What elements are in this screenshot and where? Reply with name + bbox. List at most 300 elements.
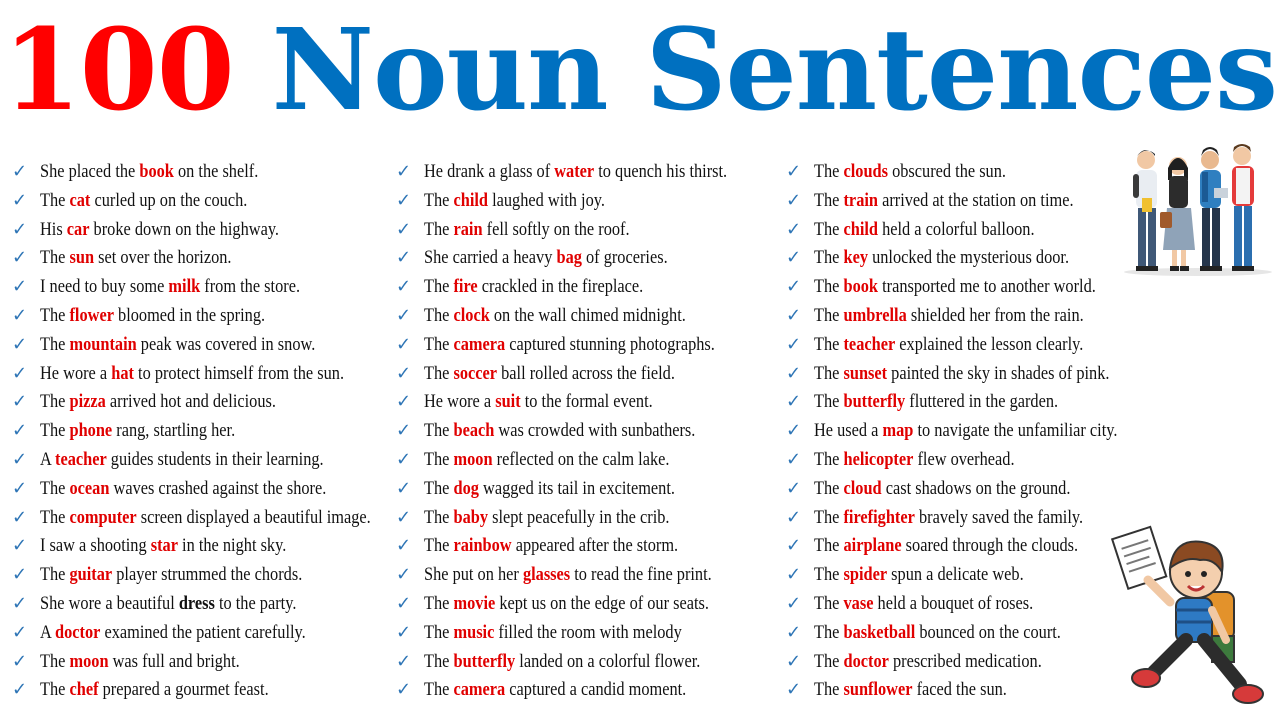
sentence-item xyxy=(12,302,392,331)
sentence-suffix: was full and bright. xyxy=(108,650,240,672)
noun-keyword: flower xyxy=(69,304,114,326)
sentence-prefix: She put on her xyxy=(424,564,523,586)
sentence-prefix: The xyxy=(424,621,454,643)
sentence-item xyxy=(786,388,1146,417)
sentence-item xyxy=(396,216,768,245)
check-icon: ✓ xyxy=(12,391,28,413)
sentence-suffix: peak was covered in snow. xyxy=(136,333,316,355)
sentence-item xyxy=(12,446,392,475)
sentence-prefix: The xyxy=(424,592,454,614)
sentence-text xyxy=(814,676,1007,705)
noun-keyword: teacher xyxy=(54,448,107,470)
noun-keyword: map xyxy=(882,420,914,442)
sentence-suffix: to navigate the unfamiliar city. xyxy=(913,420,1118,442)
noun-keyword: bag xyxy=(556,247,582,269)
sentence-prefix: The xyxy=(814,650,844,672)
sentence-prefix: The xyxy=(814,362,844,384)
sentence-prefix: The xyxy=(424,448,454,470)
sentence-prefix: The xyxy=(40,564,70,586)
sentence-prefix: The xyxy=(814,679,844,701)
sentence-text xyxy=(814,504,1083,533)
noun-keyword: key xyxy=(843,247,869,269)
noun-keyword: ocean xyxy=(69,477,110,499)
sentence-item xyxy=(12,676,392,705)
sentence-prefix: The xyxy=(40,506,70,528)
check-icon: ✓ xyxy=(786,564,802,586)
sentence-text xyxy=(814,187,1074,216)
noun-keyword: music xyxy=(453,621,495,643)
sentence-suffix: to quench his thirst. xyxy=(594,161,728,182)
check-icon: ✓ xyxy=(396,679,412,701)
sentence-item xyxy=(12,216,392,245)
sentence-item xyxy=(396,388,768,417)
sentence-text xyxy=(424,619,682,648)
noun-keyword: cloud xyxy=(843,477,882,499)
sentence-prefix: The xyxy=(424,420,454,442)
sentence-suffix: crackled in the fireplace. xyxy=(477,276,644,298)
check-icon: ✓ xyxy=(786,189,802,211)
sentence-item xyxy=(396,417,768,446)
sentence-suffix: rang, startling her. xyxy=(112,420,236,442)
sentence-prefix: The xyxy=(814,304,844,326)
sentence-prefix: I saw a shooting xyxy=(40,535,151,557)
sentence-item xyxy=(12,532,392,561)
sentence-prefix: The xyxy=(814,448,844,470)
sentence-text xyxy=(814,532,1078,561)
sentence-suffix: shielded her from the rain. xyxy=(906,304,1084,326)
check-icon: ✓ xyxy=(396,161,412,182)
sentence-text xyxy=(40,532,286,561)
sentence-item xyxy=(12,417,392,446)
check-icon: ✓ xyxy=(396,362,412,384)
sentence-suffix: to protect himself from the sun. xyxy=(133,362,345,384)
check-icon: ✓ xyxy=(786,621,802,643)
sentence-suffix: held a colorful balloon. xyxy=(878,218,1035,240)
sentence-item xyxy=(396,273,768,302)
sentence-text xyxy=(40,590,296,619)
sentence-prefix: The xyxy=(814,333,844,355)
sentence-item xyxy=(12,561,392,590)
noun-keyword: cat xyxy=(69,189,91,211)
noun-keyword: train xyxy=(843,189,878,211)
check-icon: ✓ xyxy=(396,650,412,672)
sentence-text xyxy=(814,648,1042,677)
sentence-suffix: held a bouquet of roses. xyxy=(873,592,1034,614)
sentence-text xyxy=(424,360,675,389)
noun-keyword: suit xyxy=(495,391,521,413)
sentence-text xyxy=(424,244,668,273)
sentence-prefix: The xyxy=(814,506,844,528)
check-icon: ✓ xyxy=(12,506,28,528)
noun-keyword: baby xyxy=(453,506,489,528)
sentence-prefix: A xyxy=(40,448,55,470)
sentence-suffix: was crowded with sunbathers. xyxy=(494,420,696,442)
check-icon: ✓ xyxy=(12,535,28,557)
noun-keyword: butterfly xyxy=(453,650,516,672)
sentence-text xyxy=(424,158,727,187)
sentence-text xyxy=(424,532,678,561)
title-number: 100 xyxy=(2,5,234,136)
sentence-prefix: The xyxy=(814,247,844,269)
sentence-suffix: appeared after the storm. xyxy=(511,535,679,557)
sentence-prefix: A xyxy=(40,621,55,643)
noun-keyword: hat xyxy=(111,362,134,384)
sentence-item xyxy=(786,504,1146,533)
sentence-prefix: The xyxy=(424,679,454,701)
check-icon: ✓ xyxy=(396,391,412,413)
sentence-text xyxy=(814,216,1035,245)
sentence-item xyxy=(12,475,392,504)
check-icon: ✓ xyxy=(396,247,412,269)
sentence-suffix: laughed with joy. xyxy=(488,189,605,211)
sentence-suffix: bounced on the court. xyxy=(915,621,1061,643)
check-icon: ✓ xyxy=(12,218,28,240)
sentence-item xyxy=(12,244,392,273)
sentence-suffix: fell softly on the roof. xyxy=(482,218,630,240)
sentence-prefix: He wore a xyxy=(424,391,496,413)
sentence-text xyxy=(814,417,1117,446)
check-icon: ✓ xyxy=(12,650,28,672)
sentence-prefix: The xyxy=(40,304,70,326)
sentence-prefix: His xyxy=(40,218,67,240)
noun-keyword: moon xyxy=(453,448,493,470)
sentence-item xyxy=(396,561,768,590)
sentence-text xyxy=(424,475,675,504)
sentence-text xyxy=(40,648,240,677)
sentence-item xyxy=(786,244,1146,273)
noun-keyword: umbrella xyxy=(843,304,907,326)
students-group-illustration xyxy=(1118,138,1278,278)
sentence-item xyxy=(396,331,768,360)
sentence-suffix: on the shelf. xyxy=(173,161,259,182)
sentence-suffix: on the wall chimed midnight. xyxy=(489,304,686,326)
noun-keyword: sunset xyxy=(843,362,888,384)
sentence-suffix: fluttered in the garden. xyxy=(905,391,1059,413)
sentence-text xyxy=(814,561,1024,590)
sentence-item xyxy=(396,619,768,648)
sentence-text xyxy=(424,446,669,475)
check-icon: ✓ xyxy=(786,679,802,701)
sentence-prefix: The xyxy=(814,592,844,614)
sentence-text xyxy=(40,302,265,331)
check-icon: ✓ xyxy=(786,477,802,499)
sentence-text xyxy=(40,244,232,273)
noun-keyword: firefighter xyxy=(843,506,915,528)
sentence-item xyxy=(396,676,768,705)
check-icon: ✓ xyxy=(12,679,28,701)
check-icon: ✓ xyxy=(396,189,412,211)
sentence-prefix: The xyxy=(424,650,454,672)
check-icon: ✓ xyxy=(786,276,802,298)
sentence-text xyxy=(40,360,344,389)
sentence-prefix: The xyxy=(814,276,844,298)
sentence-item xyxy=(396,158,768,187)
check-icon: ✓ xyxy=(786,535,802,557)
noun-keyword: rainbow xyxy=(453,535,512,557)
check-icon: ✓ xyxy=(12,477,28,499)
sentence-text xyxy=(814,244,1069,273)
sentence-text xyxy=(40,158,258,187)
check-icon: ✓ xyxy=(12,621,28,643)
noun-keyword: camera xyxy=(453,333,506,355)
sentence-item xyxy=(786,532,1146,561)
sentence-item xyxy=(12,388,392,417)
sentence-prefix: The xyxy=(424,506,454,528)
sentence-prefix: The xyxy=(40,189,70,211)
noun-keyword: soccer xyxy=(453,362,498,384)
sentence-item xyxy=(786,475,1146,504)
check-icon: ✓ xyxy=(786,592,802,614)
sentence-text xyxy=(814,475,1070,504)
sentence-item xyxy=(786,187,1146,216)
sentence-prefix: The xyxy=(40,477,70,499)
noun-keyword: camera xyxy=(453,679,506,701)
sentence-item xyxy=(12,648,392,677)
check-icon: ✓ xyxy=(396,276,412,298)
sentence-suffix: to the formal event. xyxy=(520,391,653,413)
sentence-prefix: The xyxy=(424,333,454,355)
sentence-item xyxy=(396,187,768,216)
check-icon: ✓ xyxy=(396,218,412,240)
sentence-suffix: obscured the sun. xyxy=(888,161,1006,182)
sentence-item xyxy=(396,504,768,533)
sentence-item xyxy=(12,504,392,533)
sentence-item xyxy=(12,331,392,360)
sentence-suffix: arrived at the station on time. xyxy=(877,189,1074,211)
sentence-suffix: bloomed in the spring. xyxy=(113,304,266,326)
sentence-suffix: cast shadows on the ground. xyxy=(881,477,1071,499)
sentence-prefix: She placed the xyxy=(40,161,140,182)
check-icon: ✓ xyxy=(12,333,28,355)
check-icon: ✓ xyxy=(396,420,412,442)
sentence-suffix: ball rolled across the field. xyxy=(497,362,675,384)
sentence-text xyxy=(40,446,324,475)
sentence-prefix: The xyxy=(424,276,454,298)
noun-keyword: helicopter xyxy=(843,448,914,470)
sentence-suffix: captured a candid moment. xyxy=(505,679,687,701)
sentence-column-3 xyxy=(786,158,1146,705)
sentence-prefix: The xyxy=(40,247,70,269)
sentence-text xyxy=(424,302,686,331)
sentence-item xyxy=(12,158,392,187)
title-words: Noun Sentences xyxy=(271,5,1278,136)
noun-keyword: movie xyxy=(453,592,496,614)
sentence-prefix: The xyxy=(40,679,70,701)
sentence-prefix: The xyxy=(424,218,454,240)
sentence-text xyxy=(40,187,247,216)
sentence-item xyxy=(786,619,1146,648)
sentence-item xyxy=(12,360,392,389)
sentence-text xyxy=(40,561,302,590)
sentence-prefix: She wore a beautiful xyxy=(40,592,179,614)
sentence-item xyxy=(786,273,1146,302)
noun-keyword: teacher xyxy=(843,333,896,355)
sentence-text xyxy=(40,331,315,360)
sentence-prefix: The xyxy=(814,218,844,240)
sentence-item xyxy=(396,475,768,504)
sentence-prefix: She carried a heavy xyxy=(424,247,557,269)
sentence-prefix: The xyxy=(40,420,70,442)
check-icon: ✓ xyxy=(786,304,802,326)
sentence-text xyxy=(424,561,712,590)
noun-keyword: glasses xyxy=(522,564,571,586)
check-icon: ✓ xyxy=(396,333,412,355)
sentence-suffix: curled up on the couch. xyxy=(90,189,248,211)
sentence-suffix: transported me to another world. xyxy=(878,276,1096,298)
sentence-suffix: slept peacefully in the crib. xyxy=(488,506,670,528)
noun-keyword: water xyxy=(554,161,595,182)
sentence-prefix: The xyxy=(814,535,844,557)
noun-keyword: rain xyxy=(453,218,483,240)
noun-keyword: basketball xyxy=(843,621,916,643)
sentence-prefix: The xyxy=(814,161,844,182)
check-icon: ✓ xyxy=(786,448,802,470)
noun-keyword: milk xyxy=(168,276,201,298)
sentence-suffix: to the party. xyxy=(214,592,297,614)
sentence-text xyxy=(40,475,326,504)
check-icon: ✓ xyxy=(786,362,802,384)
sentence-item xyxy=(396,360,768,389)
check-icon: ✓ xyxy=(786,650,802,672)
sentence-suffix: spun a delicate web. xyxy=(887,564,1024,586)
sentence-text xyxy=(40,388,276,417)
sentence-suffix: painted the sky in shades of pink. xyxy=(887,362,1110,384)
noun-keyword: car xyxy=(66,218,90,240)
noun-keyword: book xyxy=(843,276,879,298)
sentence-suffix: bravely saved the family. xyxy=(914,506,1084,528)
check-icon: ✓ xyxy=(786,218,802,240)
sentence-suffix: screen displayed a beautiful image. xyxy=(136,506,371,528)
sentence-suffix: in the night sky. xyxy=(177,535,287,557)
sentence-suffix: guides students in their learning. xyxy=(106,448,324,470)
sentence-text xyxy=(424,331,715,360)
boy-holding-paper-illustration xyxy=(1108,524,1278,716)
sentence-prefix: The xyxy=(40,650,70,672)
check-icon: ✓ xyxy=(396,477,412,499)
sentence-text xyxy=(424,216,630,245)
sentence-prefix: He wore a xyxy=(40,362,112,384)
sentence-suffix: kept us on the edge of our seats. xyxy=(495,592,709,614)
sentence-suffix: of groceries. xyxy=(581,247,668,269)
sentence-text xyxy=(424,676,686,705)
noun-keyword: doctor xyxy=(54,621,101,643)
noun-keyword: spider xyxy=(843,564,888,586)
sentence-text xyxy=(424,187,605,216)
sentence-prefix: The xyxy=(814,477,844,499)
check-icon: ✓ xyxy=(786,420,802,442)
check-icon: ✓ xyxy=(396,535,412,557)
sentence-text xyxy=(424,590,709,619)
noun-keyword: sunflower xyxy=(843,679,913,701)
noun-keyword: computer xyxy=(69,506,137,528)
sentence-suffix: landed on a colorful flower. xyxy=(515,650,701,672)
sentence-item xyxy=(396,648,768,677)
noun-keyword: dress xyxy=(178,592,215,614)
sentence-item xyxy=(12,187,392,216)
sentence-item xyxy=(396,244,768,273)
sentence-suffix: prepared a gourmet feast. xyxy=(98,679,269,701)
sentence-text xyxy=(424,417,695,446)
check-icon: ✓ xyxy=(12,420,28,442)
sentence-item xyxy=(396,302,768,331)
sentence-text xyxy=(814,331,1083,360)
sentence-prefix: The xyxy=(424,362,454,384)
sentence-prefix: He drank a glass of xyxy=(424,161,555,182)
sentence-text xyxy=(814,619,1061,648)
sentence-prefix: The xyxy=(814,621,844,643)
check-icon: ✓ xyxy=(786,391,802,413)
sentence-text xyxy=(814,360,1109,389)
sentence-text xyxy=(424,388,653,417)
sentence-prefix: The xyxy=(814,564,844,586)
sentence-text xyxy=(40,619,306,648)
check-icon: ✓ xyxy=(12,564,28,586)
sentence-text xyxy=(814,388,1058,417)
check-icon: ✓ xyxy=(12,304,28,326)
sentence-column-2 xyxy=(396,158,768,705)
sentence-item xyxy=(786,216,1146,245)
noun-keyword: phone xyxy=(69,420,113,442)
sentence-item xyxy=(396,446,768,475)
check-icon: ✓ xyxy=(396,621,412,643)
sentence-suffix: arrived hot and delicious. xyxy=(105,391,276,413)
sentence-text xyxy=(40,216,279,245)
sentence-text xyxy=(424,273,643,302)
sentence-text xyxy=(814,446,1015,475)
sentence-text xyxy=(814,273,1096,302)
noun-keyword: vase xyxy=(843,592,874,614)
sentence-item xyxy=(396,532,768,561)
check-icon: ✓ xyxy=(396,592,412,614)
sentence-suffix: explained the lesson clearly. xyxy=(895,333,1084,355)
sentence-item xyxy=(786,158,1146,187)
sentence-item xyxy=(12,273,392,302)
sentence-prefix: The xyxy=(40,391,70,413)
noun-keyword: star xyxy=(150,535,178,557)
check-icon: ✓ xyxy=(12,189,28,211)
sentence-prefix: The xyxy=(814,189,844,211)
sentence-item xyxy=(786,561,1146,590)
check-icon: ✓ xyxy=(786,506,802,528)
noun-keyword: sun xyxy=(69,247,95,269)
sentence-text xyxy=(40,504,371,533)
sentence-column-1 xyxy=(12,158,392,705)
sentence-prefix: He used a xyxy=(814,420,883,442)
check-icon: ✓ xyxy=(396,304,412,326)
sentence-text xyxy=(814,302,1084,331)
noun-keyword: chef xyxy=(69,679,99,701)
sentence-item xyxy=(786,302,1146,331)
sentence-suffix: player strummed the chords. xyxy=(112,564,303,586)
sentence-suffix: filled the room with melody xyxy=(494,621,682,643)
noun-keyword: guitar xyxy=(69,564,113,586)
check-icon: ✓ xyxy=(786,161,802,182)
sentence-text xyxy=(40,417,235,446)
noun-keyword: clouds xyxy=(843,161,889,182)
sentence-text xyxy=(40,273,300,302)
sentence-suffix: from the store. xyxy=(200,276,301,298)
sentence-text xyxy=(814,590,1033,619)
noun-keyword: beach xyxy=(453,420,495,442)
noun-keyword: child xyxy=(843,218,879,240)
sentence-prefix: The xyxy=(424,189,454,211)
sentence-item xyxy=(396,590,768,619)
sentence-text xyxy=(424,504,670,533)
sentence-text xyxy=(814,158,1006,187)
noun-keyword: clock xyxy=(453,304,490,326)
sentence-suffix: wagged its tail in excitement. xyxy=(478,477,675,499)
sentence-suffix: broke down on the highway. xyxy=(89,218,280,240)
